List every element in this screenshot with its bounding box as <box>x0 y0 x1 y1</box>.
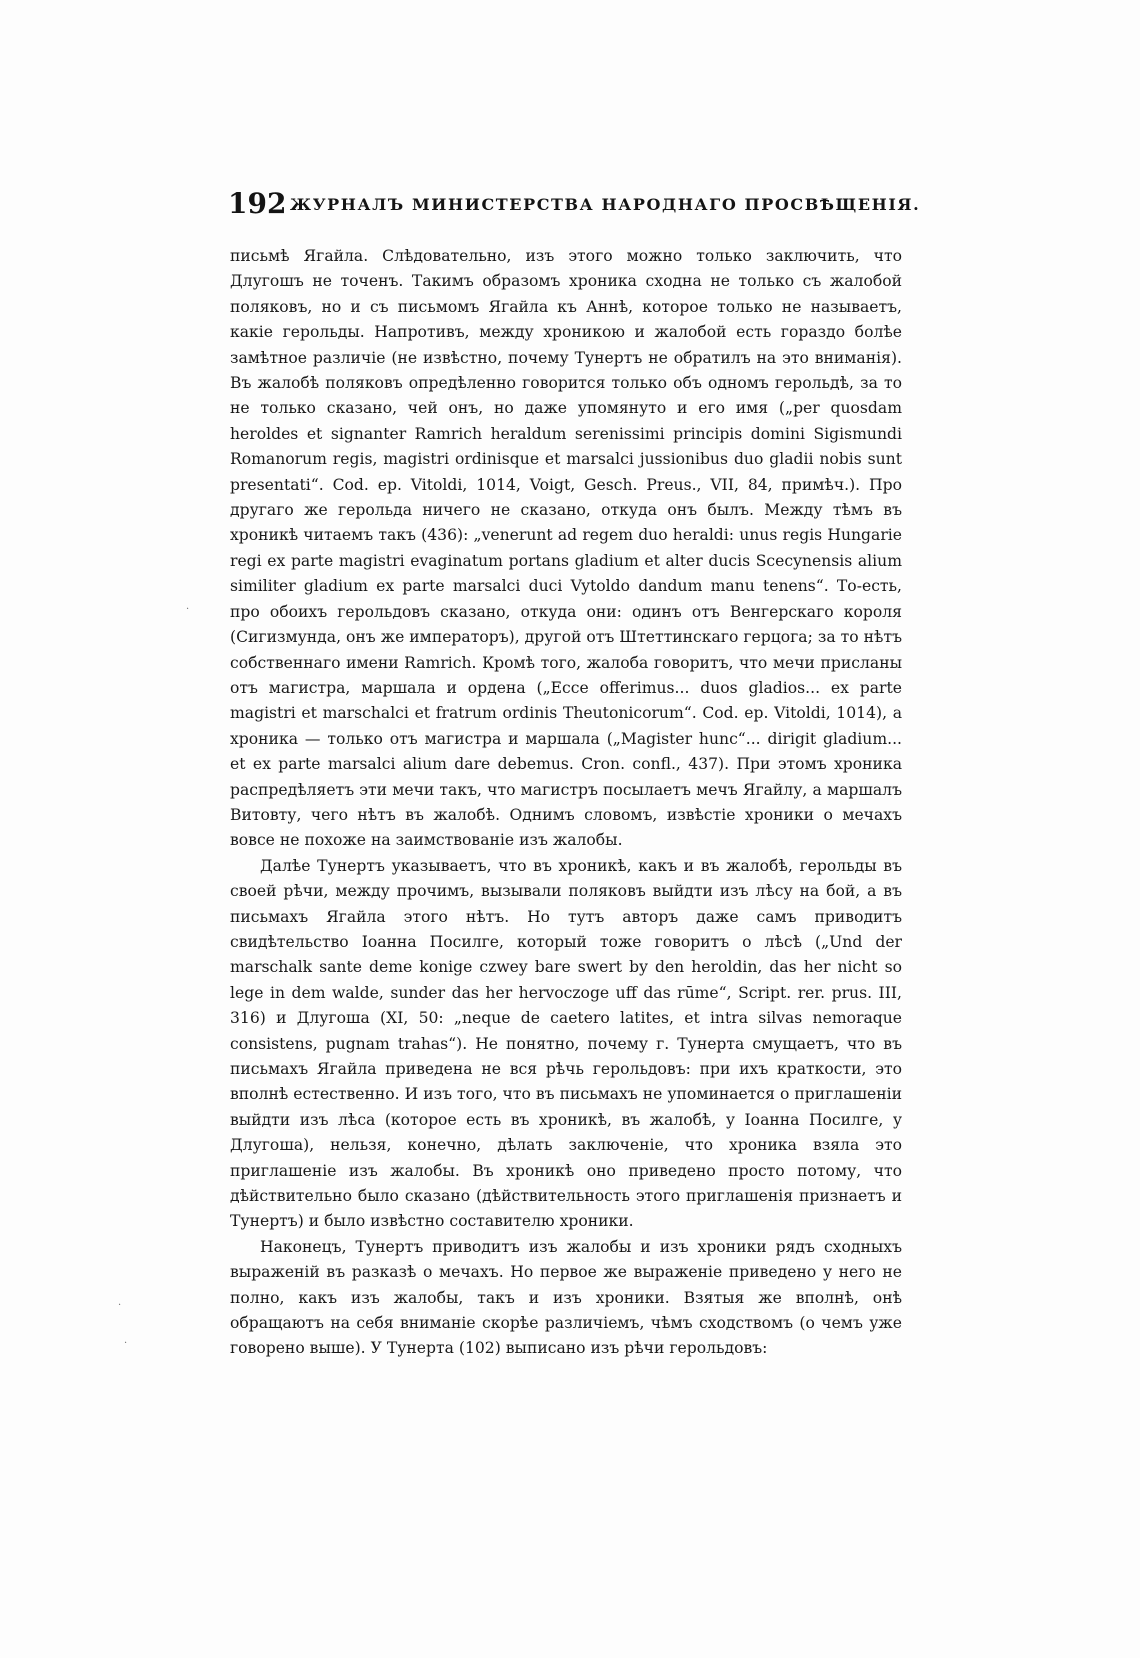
body-text <box>230 244 902 1362</box>
margin-speck: · <box>186 604 190 615</box>
page-header <box>228 186 921 226</box>
running-title: ЖУРНАЛЪ МИНИСТЕРСТВА НАРОДНАГО ПРОСВѢЩЕНІЯ. <box>290 195 921 214</box>
paragraph-1: письмѣ Ягайла. Слѣдовательно, изъ этого можно только заключить, что Длугошъ не точенъ. Такимъ образомъ хроника сходна не только съ жалобой поляковъ, но и съ письмомъ Ягайла къ Аннѣ, которое только не называетъ, какіе герольды. Напротивъ, между хроникою и жалобой есть гораздо болѣе замѣтное различіе (не извѣстно, почему Тунертъ не обратилъ на это вниманія). Въ жалобѣ поляковъ опредѣленно говорится только объ одномъ герольдѣ, за то не только сказано, чей онъ, но даже упомянуто и его имя („per quosdam heroldes et signanter Ramrich heraldum serenissimi principis domini Sigismundi Romanorum regis, magistri ordinisque et marsalci jussionibus duo gladii nobis sunt presentati“. Cod. ep. Vitoldi, 1014, Voigt, Gesch. Preus., VII, 84, примѣч.). Про другаго же герольда ничего не сказано, откуда онъ былъ. Между тѣмъ въ хроникѣ читаемъ такъ (436): „venerunt ad regem duo heraldi: unus regis Hungarie regi ex parte magistri evaginatum portans gladium et alter ducis Scecynensis alium similiter gladium ex parte marsalci duci Vytoldo dandum manu tenens“. То-есть, про обоихъ герольдовъ сказано, откуда они: одинъ отъ Венгерскаго короля (Сигизмунда, онъ же императоръ), другой отъ Штеттинскаго герцога; за то нѣтъ собственнаго имени Ramrich. Кромѣ того, жалоба говоритъ, что мечи присланы отъ магистра, маршала и ордена („Ecce offerimus... duos gladios... ex parte magistri et marschalci et fratrum ordinis Theutonicorum“. Cod. ep. Vitoldi, 1014), а хроника — только отъ магистра и маршала („Magister hunc“... dirigit gladium... et ex parte marsalci alium dare debemus. Cron. confl., 437). При этомъ хроника распредѣляетъ эти мечи такъ, что магистръ посылаетъ мечъ Ягайлу, а маршалъ Витовту, чего нѣтъ въ жалобѣ. Однимъ словомъ, извѣстіе хроники о мечахъ вовсе не похоже на заимствованіе изъ жалобы. <box>230 247 902 850</box>
margin-speck: · <box>124 1338 128 1349</box>
margin-speck: · <box>118 1300 122 1311</box>
paragraph-3: Наконецъ, Тунертъ приводитъ изъ жалобы и изъ хроники рядъ сходныхъ выраженій въ разказѣ о мечахъ. Но первое же выраженіе приведено у него не полно, какъ изъ жалобы, такъ и изъ хроники. Взятыя же вполнѣ, онѣ обращаютъ на себя вниманіе скорѣе различіемъ, чѣмъ сходствомъ (о чемъ уже говорено выше). У Тунерта (102) выписано изъ рѣчи герольдовъ: <box>230 1237 902 1358</box>
page-number: 192 <box>228 187 287 220</box>
paragraph-2: Далѣе Тунертъ указываетъ, что въ хроникѣ, какъ и въ жалобѣ, герольды въ своей рѣчи, между прочимъ, вызывали поляковъ выйдти изъ лѣсу на бой, а въ письмахъ Ягайла этого нѣтъ. Но тутъ авторъ даже самъ приводитъ свидѣтельство Іоанна Посилге, который тоже говоритъ о лѣсѣ („Und der marschalk sante deme konige czwey bare swert by den heroldin, das her nicht so lege in dem walde, sunder das her hervoczoge uff das rūme“, Script. rer. prus. III, 316) и Длугоша (XI, 50: „neque de caetero latites, et intra silvas nemoraque consistens, pugnam trahas“). Не понятно, почему г. Тунерта смущаетъ, что въ письмахъ Ягайла приведена не вся рѣчь герольдовъ: при ихъ краткости, это вполнѣ естественно. И изъ того, что въ письмахъ не упоминается о приглашеніи выйдти изъ лѣса (которое есть въ хроникѣ, въ жалобѣ, у Іоанна Посилге, у Длугоша), нельзя, конечно, дѣлать заключеніе, что хроника взяла это приглашеніе изъ жалобы. Въ хроникѣ оно приведено просто потому, что дѣйствительно было сказано (дѣйствительность этого приглашенія признаетъ и Тунертъ) и было извѣстно составителю хроники. <box>230 856 902 1231</box>
